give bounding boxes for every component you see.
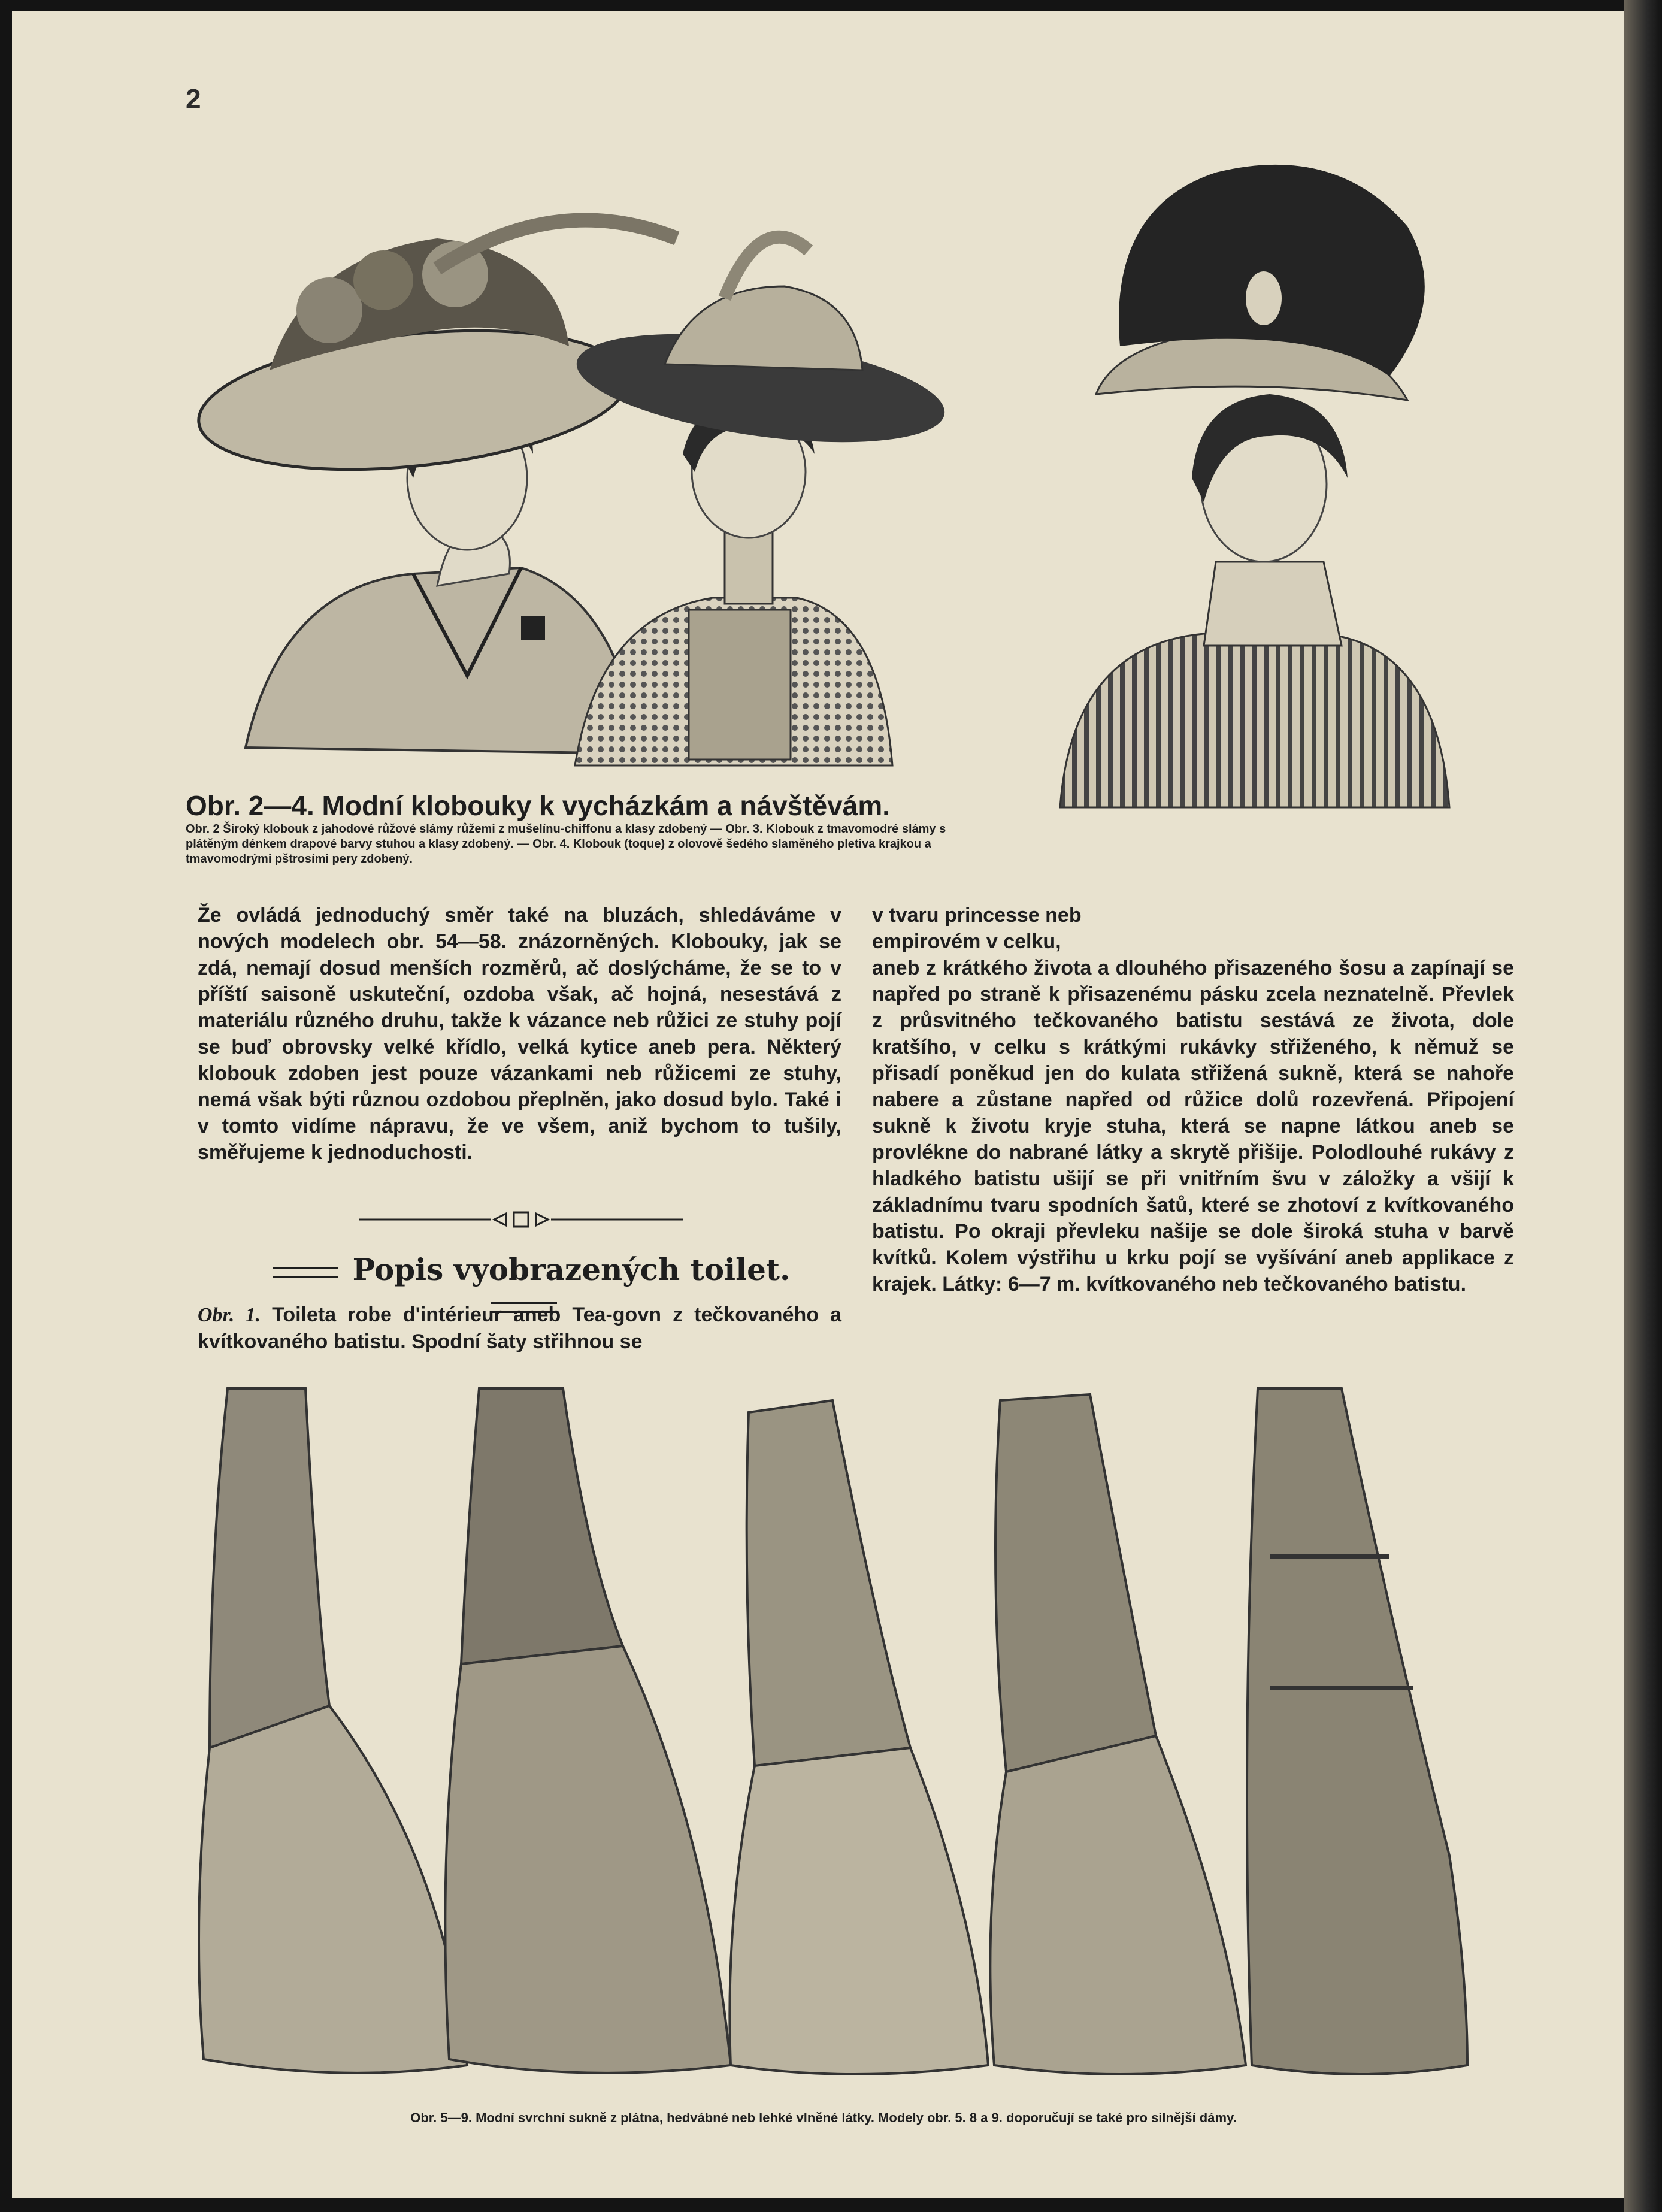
fig1-text: Toileta robe d'intérieur aneb Tea-govn z tečkovaného a kvítkovaného batistu. Spodní šaty střihnou se (198, 1303, 841, 1353)
right-line-1: v tvaru princesse neb (872, 904, 1082, 927)
hats-caption-text: Obr. 2 Široký klobouk z jahodové růžové slámy růžemi z mušelínu-chiffonu a klasy zdobený — Obr. 3. Klobouk z tmavomodré slámy s plátěným dénkem drapové barvy stuhou a klasy zdobený. — Obr. 4. Klobouk (toque) z olovově šedého slaměného pletiva krajkou a tmavomodrými pštrosími pery zdobený. (186, 822, 946, 866)
page-number: 2 (186, 83, 201, 114)
fig1-label: Obr. 1. (198, 1304, 261, 1326)
section-heading-text: Popis vyobrazených toilet. (352, 1252, 791, 1287)
left-paragraph: Že ovládá jednoduchý směr také na bluzách, shledáváme v nových modelech obr. 54—58. znázorněných. Klobouky, jak se zdá, nemají dosud menších rozměrů, ač doslýcháme, že se to v příští saisoně uskuteční, ozdoba však, ač hojná, nesestává z materiálu různého druhu, takže k vázance neb růžici ze stuhy pojí se buď obrovsky velké křídlo, velká kytice aneb pera. Některý klobouk zdoben jest pouze vázankami neb růžicemi ze stuhy, nemá však býti různou ozdobou přeplněn, jako dosud bylo. Také i v tomto vidíme nápravu, že ve všem, aniž bychom to tušily, směřujeme k jednoduchosti. (198, 904, 841, 1164)
skirt-figure-6 (445, 1388, 731, 2073)
divider-ornament (359, 1208, 683, 1231)
fig1-paragraph (198, 1302, 841, 1355)
hats-caption (186, 789, 988, 867)
right-paragraph-rest: aneb z krátkého života a dlouhého přisazeného šosu a zapínají se napřed po straně k přisazenému pásku zcela neznatelně. Převlek z průsvitného tečkovaného batistu sestává ze života, dole kratšího, v celku s krátkými rukávky střiženého, k němuž se přisadí poněkud jen do kulata střižená sukně, která se nahoře nabere a zůstane napřed od růžice dolů rozevřená. Připojení sukně k životu kryje stuha, která se napne látkou aneb se provlékne do nabrané látky a skrytě přišije. Polodlouhé rukávy z hladkého batistu ušijí se při vnitřním švu v záložky a všijí k základnímu tvaru spodních šatů, které se zhotoví z kvítkovaného batistu. Po okraji převleku našije se dole široká stuha v barvě kvítků. Kolem výstřihu u krku pojí se vyšívání aneb applikace z krajek. Látky: 6—7 m. kvítkovaného neb tečkovaného batistu. (872, 957, 1514, 1296)
right-column (872, 902, 1514, 1297)
hat-figure-3 (570, 237, 951, 765)
hats-illustration (186, 119, 1473, 897)
hat-figure-4 (1060, 165, 1449, 807)
magazine-page (12, 11, 1635, 2198)
heading-rule-left (273, 1267, 338, 1278)
skirt-figure-8 (990, 1394, 1246, 2074)
skirts-caption: Obr. 5—9. Modní svrchní sukně z plátna, hedvábné neb lehké vlněné látky. Modely obr. 5. 8 a 9. doporučují se také pro silnější dámy. (410, 2110, 1237, 2125)
book-fold-edge (1624, 0, 1662, 2212)
hats-caption-title: Obr. 2—4. Modní klobouky k vycházkám a návštěvám. (186, 790, 891, 821)
skirt-figure-9 (1247, 1388, 1467, 2074)
skirts-illustration (192, 1376, 1479, 2095)
skirt-figure-7 (729, 1400, 988, 2074)
right-line-2: empirovém v celku, (872, 930, 1061, 953)
skirt-figure-5 (199, 1388, 467, 2073)
